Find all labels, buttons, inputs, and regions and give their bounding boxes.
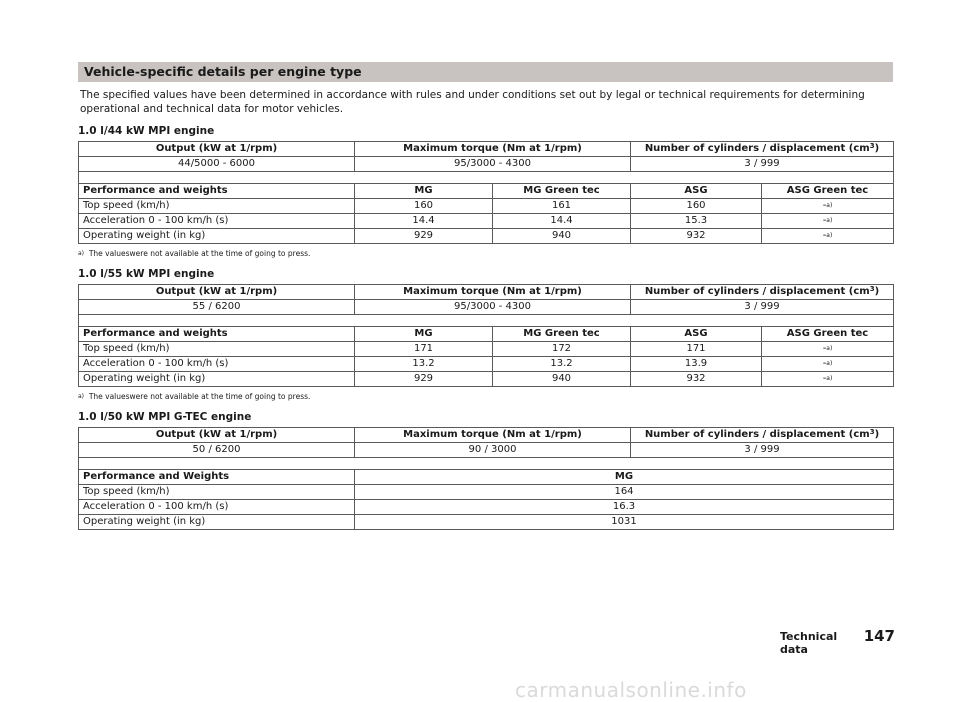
cylinders-value: 3 / 999 xyxy=(631,443,894,458)
table-spacer xyxy=(79,315,894,327)
torque-value: 95/3000 - 4300 xyxy=(355,157,631,172)
perf-table-50kw xyxy=(78,458,894,530)
spec-header-row xyxy=(79,285,894,300)
spec-table-44kw xyxy=(78,141,894,172)
table-row: Top speed (km/h) 171 172 171 -$^{a)}$ xyxy=(79,342,894,357)
torque-header: Maximum torque (Nm at 1/rpm) xyxy=(355,142,631,157)
output-value: 50 / 6200 xyxy=(79,443,355,458)
spec-table-50kw xyxy=(78,427,894,458)
output-value: 44/5000 - 6000 xyxy=(79,157,355,172)
page-number: 147 xyxy=(863,627,895,645)
footnote: $^{a)}$ The valueswere not available at the time of going to press. xyxy=(78,392,311,401)
cylinders-header: Number of cylinders / displacement $(cm^3)$ xyxy=(631,142,894,157)
torque-value: 90 / 3000 xyxy=(355,443,631,458)
perf-header-label: Performance and Weights xyxy=(79,470,355,485)
perf-header-mg: MG xyxy=(355,184,493,199)
torque-header: Maximum torque (Nm at 1/rpm) xyxy=(355,428,631,443)
engine-title-50kw-gtec: 1.0 l/50 kW MPI G-TEC engine xyxy=(78,411,252,423)
perf-header-asg: ASG xyxy=(631,327,762,342)
spec-value-row xyxy=(79,443,894,458)
perf-header-mg: MG xyxy=(355,470,894,485)
spec-table-55kw xyxy=(78,284,894,315)
perf-header-row xyxy=(79,327,894,342)
footer-section-label: Technical data xyxy=(780,630,838,656)
table-row: Operating weight (in kg) 1031 xyxy=(79,515,894,530)
output-header: Output (kW at 1/rpm) xyxy=(79,428,355,443)
perf-header-row xyxy=(79,470,894,485)
section-title: Vehicle-specific details per engine type xyxy=(78,62,893,82)
cylinders-value: 3 / 999 xyxy=(631,157,894,172)
page-content xyxy=(78,62,893,530)
footnote: $^{a)}$ The valueswere not available at the time of going to press. xyxy=(78,249,311,258)
table-row: Operating weight (in kg) 929 940 932 -$^{a)}$ xyxy=(79,229,894,244)
perf-header-asg-green: ASG Green tec xyxy=(762,327,894,342)
watermark: carmanualsonline.info xyxy=(515,678,747,702)
intro-text: The specified values have been determined in accordance with rules and under conditions set out by legal or technical requirements for determining operational and technical data for motor vehicles. xyxy=(80,89,865,115)
perf-table-44kw xyxy=(78,172,894,244)
perf-header-asg-green: ASG Green tec xyxy=(762,184,894,199)
perf-header-label: Performance and weights xyxy=(79,327,355,342)
table-row: Top speed (km/h) 160 161 160 -$^{a)}$ xyxy=(79,199,894,214)
torque-value: 95/3000 - 4300 xyxy=(355,300,631,315)
table-spacer xyxy=(79,172,894,184)
perf-header-mg: MG xyxy=(355,327,493,342)
spec-header-row xyxy=(79,142,894,157)
output-header: Output (kW at 1/rpm) xyxy=(79,142,355,157)
table-row: Operating weight (in kg) 929 940 932 -$^{a)}$ xyxy=(79,372,894,387)
spec-value-row xyxy=(79,300,894,315)
cylinders-header: Number of cylinders / displacement $(cm^3)$ xyxy=(631,428,894,443)
engine-title-55kw: 1.0 l/55 kW MPI engine xyxy=(78,268,215,280)
page-footer xyxy=(780,627,895,656)
output-header: Output (kW at 1/rpm) xyxy=(79,285,355,300)
torque-header: Maximum torque (Nm at 1/rpm) xyxy=(355,285,631,300)
table-row: Top speed (km/h) 164 xyxy=(79,485,894,500)
perf-header-mg-green: MG Green tec xyxy=(493,327,631,342)
table-row: Acceleration 0 - 100 km/h (s) 13.2 13.2 13.9 -$^{a)}$ xyxy=(79,357,894,372)
table-spacer xyxy=(79,458,894,470)
engine-title-44kw: 1.0 l/44 kW MPI engine xyxy=(78,125,215,137)
cylinders-header: Number of cylinders / displacement $(cm^3)$ xyxy=(631,285,894,300)
perf-header-asg: ASG xyxy=(631,184,762,199)
perf-header-label: Performance and weights xyxy=(79,184,355,199)
table-row: Acceleration 0 - 100 km/h (s) 16.3 xyxy=(79,500,894,515)
spec-value-row xyxy=(79,157,894,172)
table-row: Acceleration 0 - 100 km/h (s) 14.4 14.4 15.3 -$^{a)}$ xyxy=(79,214,894,229)
spec-header-row xyxy=(79,428,894,443)
perf-header-mg-green: MG Green tec xyxy=(493,184,631,199)
perf-header-row xyxy=(79,184,894,199)
perf-table-55kw xyxy=(78,315,894,387)
cylinders-value: 3 / 999 xyxy=(631,300,894,315)
output-value: 55 / 6200 xyxy=(79,300,355,315)
